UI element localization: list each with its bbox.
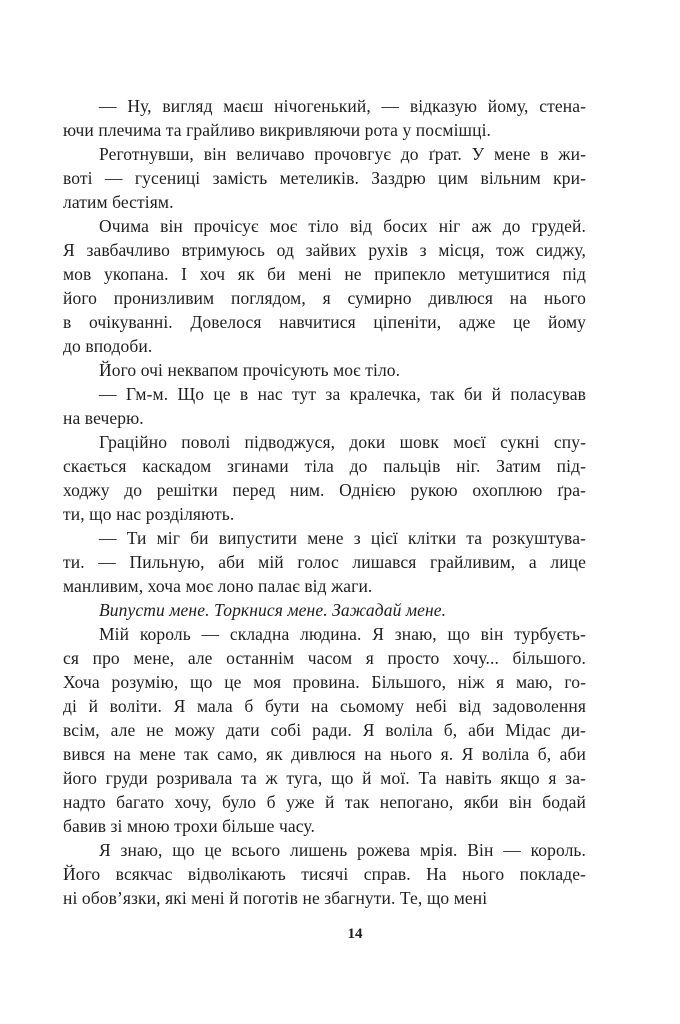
page-number: 14 [347,926,363,942]
text-line: Я завбачливо втримуюсь од зайвих рухів з місця, тож сиджу, [63,240,586,260]
text-line: мов укопана. І хоч як би мені не припекло метушитися під [63,264,586,284]
text-line: ти, що нас розділяють. [63,504,235,524]
paragraph [63,94,586,142]
paragraph [63,430,586,526]
text-line: ти. — Пильную, аби мій голос лишався грайливим, а лице [63,552,586,572]
text-line: Я знаю, що це всього лишень рожева мрія. Він — король. [99,840,586,860]
page-text [63,94,586,910]
paragraph [63,382,586,430]
text-line: Випусти мене. Торкнися мене. Зажадай мене. [99,600,447,620]
text-line: вився на мене так само, як дивлюся на нього я. Я воліла б, аби [63,744,586,764]
text-line: всім, але не можу дати собі ради. Я воліла б, аби Мідас ди- [63,720,586,740]
paragraph [63,838,586,910]
text-line: скається каскадом згинами тіла до пальців ніг. Затим під- [63,456,586,476]
paragraph [63,214,586,358]
paragraph [63,142,586,214]
text-line: манливим, хоча моє лоно палає від жаги. [63,576,373,596]
text-line: Граційно поволі підводжуся, доки шовк моєї сукні спу- [99,432,586,452]
text-line: до вподоби. [63,336,153,356]
text-line: латим бестіям. [63,192,174,212]
text-line: Хоча розумію, що це моя провина. Більшого, ніж я маю, го- [63,672,586,692]
paragraph [63,598,586,622]
paragraph [63,358,586,382]
text-line: на вечерю. [63,408,144,428]
text-line: ючи плечима та грайливо викривляючи рота у посмішці. [63,120,492,140]
text-line: в очікуванні. Довелося навчитися ціпеніти, адже це йому [63,312,586,332]
paragraph [63,526,586,598]
text-line: його пронизливим поглядом, я сумирно дивлюся на нього [63,288,586,308]
text-line: ді й воліти. Я мала б бути на сьомому небі від задоволення [63,696,586,716]
text-line: надто багато хочу, було б уже й так непогано, якби він бодай [63,792,586,812]
text-line: Реготнувши, він величаво прочовгує до ґрат. У мене в жи- [99,144,586,164]
text-line: — Гм-м. Що це в нас тут за кралечка, так би й поласував [99,384,586,404]
text-line: Очима він прочісує моє тіло від босих ніг аж до грудей. [99,216,586,236]
text-line: воті — гусениці замість метеликів. Заздрю цим вільним кри- [63,168,586,188]
text-line: — Ну, вигляд маєш нічогенький, — відказую йому, стена- [99,96,586,116]
paragraph [63,622,586,838]
text-line: Його очі неквапом прочісують моє тіло. [99,360,401,380]
text-line: Його всякчас відволікають тисячі справ. На нього покладе- [63,864,586,884]
text-line: Мій король — складна людина. Я знаю, що він турбуєть- [99,624,586,644]
text-line: ходжу до решітки перед ним. Однією рукою охоплюю ґра- [63,480,586,500]
text-line: — Ти міг би випустити мене з цієї клітки та розкуштува- [99,528,586,548]
text-line: ні обов’язки, які мені й поготів не збагнути. Те, що мені [63,888,488,908]
text-line: бавив зі мною трохи більше часу. [63,816,315,836]
text-line: його груди розривала та ж туга, що й мої. Та навіть якщо я за- [63,768,586,788]
text-line: ся про мене, але останнім часом я просто хочу... більшого. [63,648,586,668]
